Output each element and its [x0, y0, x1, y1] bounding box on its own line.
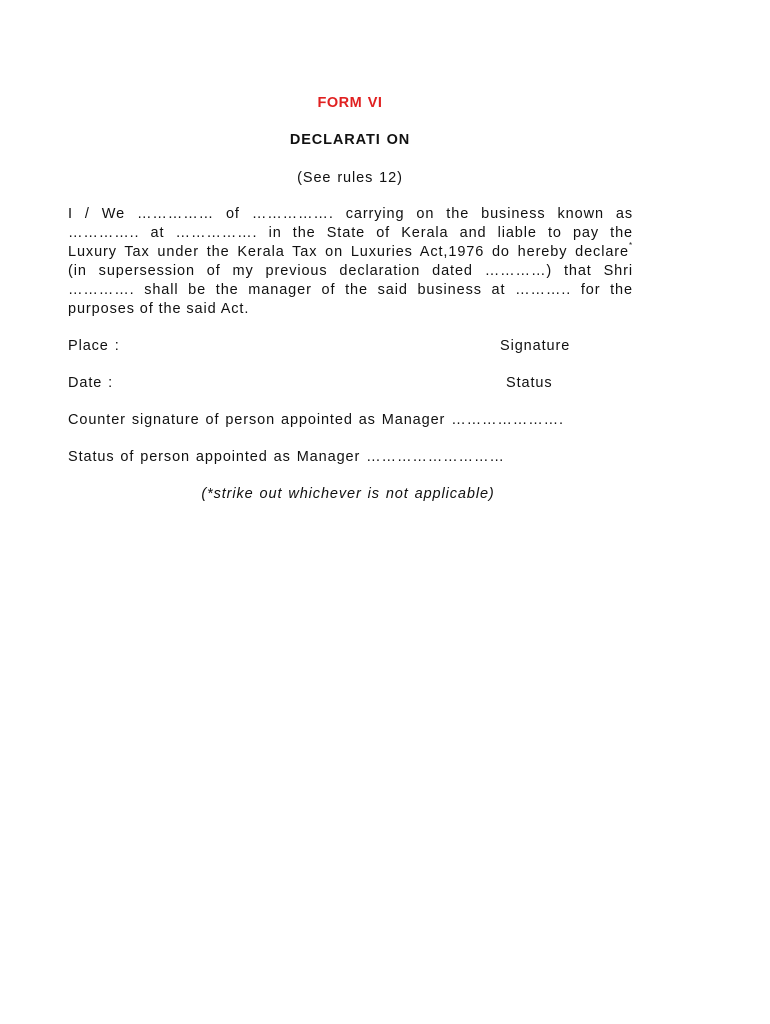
declaration-line-5: …………. shall be the manager of the said business at ……….. for the — [68, 282, 633, 298]
strike-out-note: (*strike out whichever is not applicable) — [201, 486, 495, 502]
declaration-paragraph — [68, 205, 633, 319]
status-label: Status — [506, 375, 553, 391]
counter-signature-line: Counter signature of person appointed as Manager …………………. — [68, 412, 564, 428]
signature-label: Signature — [500, 338, 571, 354]
date-label: Date : — [68, 375, 114, 391]
declaration-line-2: ………….. at ……………. in the State of Kerala and liable to pay the — [68, 225, 633, 241]
declaration-line-1: I / We …………… of ……………. carrying on the business known as — [68, 206, 633, 222]
rules-reference: (See rules 12) — [297, 170, 403, 186]
declaration-line-3-text: Luxury Tax under the Kerala Tax on Luxuries Act,1976 do hereby declare — [68, 244, 629, 260]
form-title: FORM VI — [317, 95, 383, 111]
manager-status-line: Status of person appointed as Manager ……………………… — [68, 449, 505, 465]
declaration-line-3 — [68, 243, 633, 262]
footnote-marker: * — [628, 241, 633, 250]
place-label: Place : — [68, 338, 120, 354]
declaration-line-6: purposes of the said Act. — [68, 301, 250, 317]
declaration-heading: DECLARATI ON — [289, 132, 411, 148]
declaration-line-4: (in supersession of my previous declaration dated …………) that Shri — [68, 263, 633, 279]
